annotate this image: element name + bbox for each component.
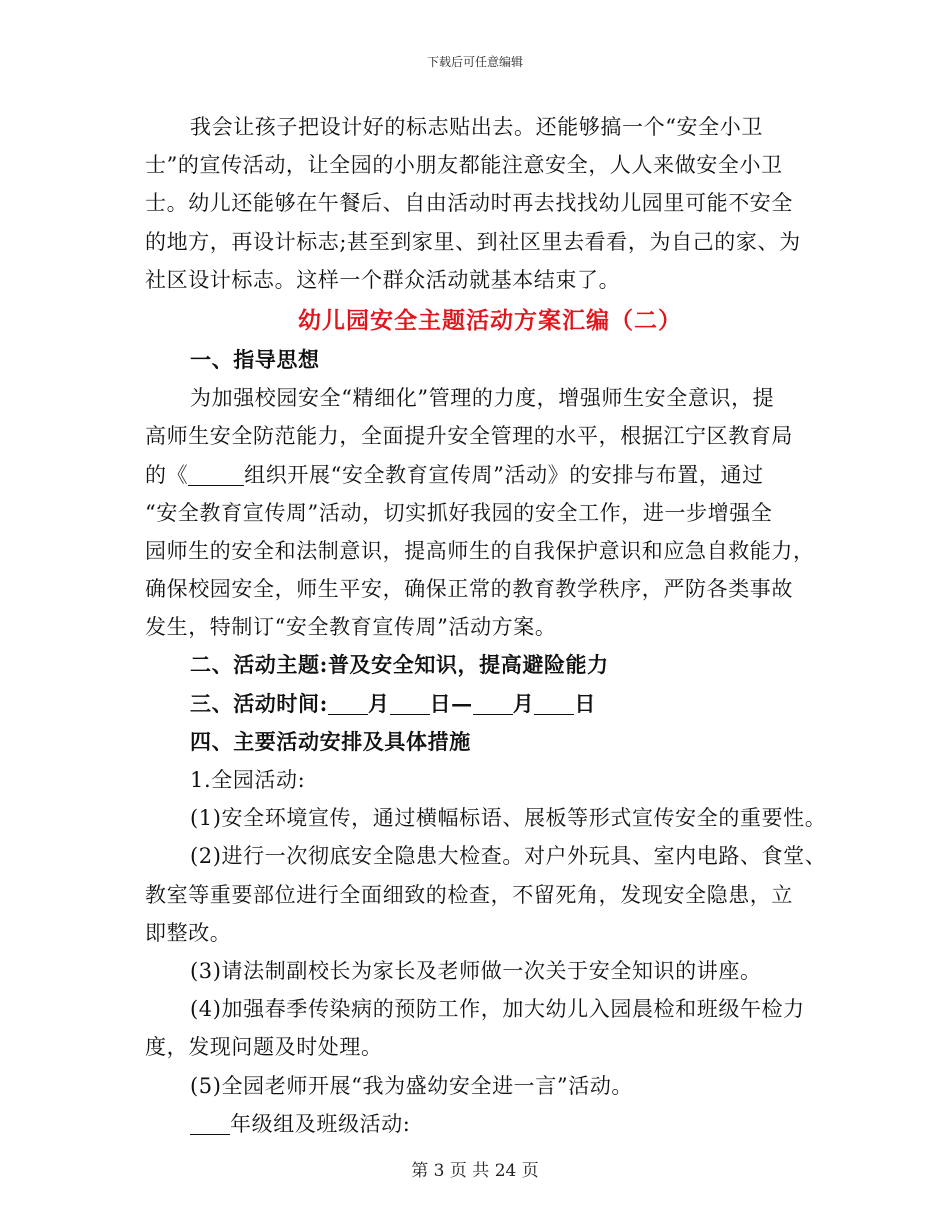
paragraph-line: 士。幼儿还能够在午餐后、自由活动时再去找找幼儿园里可能不安全 (145, 191, 793, 216)
paragraph-line: 我会让孩子把设计好的标志贴出去。还能够搞一个“安全小卫 (190, 115, 763, 139)
paragraph-line: 园师生的安全和法制意识，提高师生的自我保护意识和应急自救能力， (145, 538, 815, 563)
fill-blank (473, 690, 513, 715)
fill-blank (534, 690, 574, 715)
list-item-continuation: 教室等重要部位进行全面细致的检查，不留死角，发现安全隐患，立 (145, 882, 793, 907)
paragraph-line: 士”的宣传活动，让全园的小朋友都能注意安全，人人来做安全小卫 (145, 153, 783, 178)
list-item-continuation: 度，发现问题及时处理。 (145, 1035, 383, 1060)
subheading: 1.全园活动: (190, 768, 306, 792)
grade-activity-line (145, 1105, 835, 1143)
fill-blank (190, 1110, 230, 1135)
line-prefix: 的《 (145, 462, 189, 487)
month-text: 月 (367, 690, 390, 716)
time-label: 三、活动时间: (190, 690, 328, 716)
paragraph-line: 发生，特制订“安全教育宣传周”活动方案。 (145, 615, 557, 640)
paragraph-line (145, 456, 835, 494)
section-heading-1: 一、指导思想 (190, 346, 320, 372)
paragraph-line: “安全教育宣传周”活动，切实抓好我园的安全工作，进一步增强全 (145, 500, 773, 525)
section-heading-2: 二、活动主题:普及安全知识，提高避险能力 (190, 652, 609, 678)
paragraph-line: 社区设计标志。这样一个群众活动就基本结束了。 (145, 267, 621, 292)
fill-blank (188, 461, 244, 486)
grade-activity-text: 年级组及班级活动: (230, 1111, 411, 1136)
paragraph-line: 的地方，再设计标志;甚至到家里、到社区里去看看，为自己的家、为 (145, 229, 801, 254)
day-text: 日 (574, 690, 596, 716)
fill-blank (390, 690, 430, 715)
document-body (145, 108, 835, 1143)
day-text: 日— (429, 690, 473, 716)
fill-blank (328, 690, 368, 715)
list-item: (3)请法制副校长为家长及老师做一次关于安全知识的讲座。 (190, 958, 762, 983)
line-text: 组织开展“安全教育宣传周”活动》的安排与布置，通过 (244, 462, 764, 487)
list-item: (2)进行一次彻底安全隐患大检查。对户外玩具、室内电路、食堂、 (190, 844, 827, 869)
page-number: 第 3 页 共 24 页 (411, 1161, 539, 1181)
list-item: (4)加强春季传染病的预防工作，加大幼儿入园晨检和班级午检力 (190, 997, 805, 1022)
section-heading-4: 四、主要活动安排及具体措施 (190, 728, 471, 754)
paragraph-line: 确保校园安全，师生平安，确保正常的教育教学秩序，严防各类事故 (145, 577, 793, 602)
month-text: 月 (512, 690, 535, 716)
paragraph-line: 高师生安全防范能力，全面提升安全管理的水平，根据江宁区教育局 (145, 424, 793, 449)
list-item: (5)全园老师开展“我为盛幼安全进一言”活动。 (190, 1073, 634, 1098)
paragraph-line: 为加强校园安全“精细化”管理的力度，增强师生安全意识，提 (190, 386, 775, 411)
list-item-continuation: 即整改。 (145, 920, 232, 945)
header-note: 下载后可任意编辑 (426, 55, 523, 69)
document-title: 幼儿园安全主题活动方案汇编（二） (298, 306, 682, 334)
section-heading-3 (145, 685, 835, 723)
list-item: (1)安全环境宣传，通过横幅标语、展板等形式宣传安全的重要性。 (190, 806, 827, 831)
